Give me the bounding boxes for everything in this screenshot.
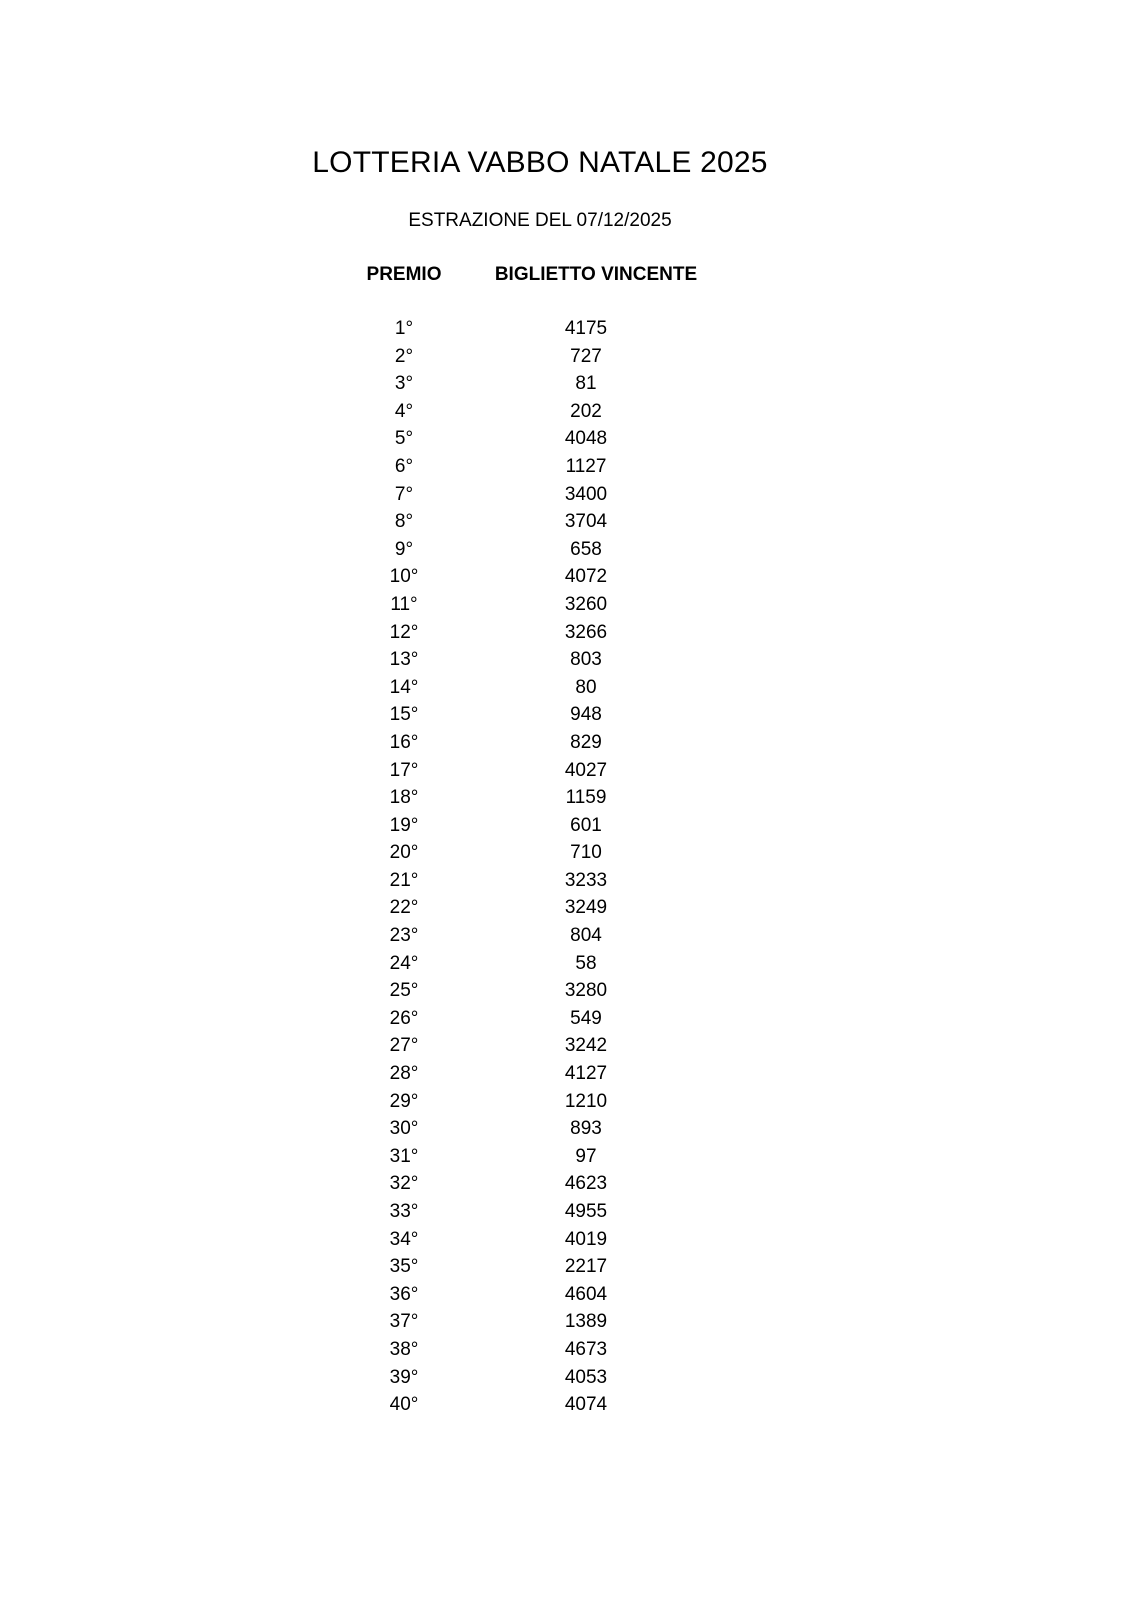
winning-ticket-number: 727 [570,345,602,367]
winning-ticket-number: 803 [570,649,602,671]
prize-rank: 36° [389,1283,419,1305]
table-row [0,401,1131,429]
winning-ticket-number: 1210 [564,1090,608,1112]
document-title: LOTTERIA VABBO NATALE 2025 [312,146,768,179]
table-row [0,677,1131,705]
prize-rank: 29° [389,1090,419,1112]
winning-ticket-number: 80 [575,676,597,698]
prize-rank: 17° [389,759,419,781]
table-row [0,566,1131,594]
winning-ticket-number: 4048 [564,428,608,450]
winning-ticket-number: 4623 [564,1173,608,1195]
winning-ticket-number: 4175 [564,318,608,339]
table-row [0,318,1131,346]
prize-rank: 13° [389,649,419,671]
table-row [0,373,1131,401]
prize-rank: 10° [389,566,419,588]
table-row [0,1284,1131,1312]
winning-ticket-number: 4074 [564,1394,608,1416]
winning-ticket-number: 3704 [564,511,608,533]
winning-ticket-number: 1159 [565,787,607,809]
winning-ticket-number: 4127 [564,1063,608,1085]
table-row [0,870,1131,898]
winning-ticket-number: 1127 [565,455,607,477]
table-row [0,1118,1131,1146]
prize-rank: 33° [389,1201,419,1222]
table-row [0,1367,1131,1395]
table-row [0,1256,1131,1284]
draw-date-subtitle: ESTRAZIONE DEL 07/12/2025 [408,210,672,231]
winning-ticket-number: 658 [570,538,602,560]
prize-rank: 2° [394,345,414,367]
winning-ticket-number: 710 [570,842,602,864]
winning-ticket-number: 3233 [564,869,608,891]
winning-ticket-number: 804 [570,925,602,947]
table-row [0,1173,1131,1201]
table-row [0,842,1131,870]
table-row [0,925,1131,953]
winning-ticket-number: 97 [575,1145,597,1167]
prize-rank: 28° [389,1063,419,1085]
prize-rank: 40° [389,1394,419,1416]
table-row [0,704,1131,732]
table-row [0,732,1131,760]
winning-ticket-number: 58 [575,952,597,974]
prize-rank: 25° [389,980,419,1002]
table-row [0,456,1131,484]
winning-ticket-number: 4673 [564,1338,608,1360]
winning-ticket-number: 3242 [564,1035,608,1057]
winning-ticket-number: 4955 [564,1201,608,1222]
prize-rank: 5° [394,428,414,450]
prize-rank: 1° [394,318,414,339]
prize-rank: 8° [394,511,414,533]
prize-rank: 7° [394,483,414,505]
table-row [0,1008,1131,1036]
prize-rank: 18° [389,787,419,809]
prize-rank: 21° [389,869,419,891]
prize-rank: 27° [389,1035,419,1057]
prize-rank: 32° [389,1173,419,1195]
table-row [0,953,1131,981]
table-row [0,346,1131,374]
table-row [0,760,1131,788]
prize-column-header: PREMIO [366,264,442,285]
table-row [0,594,1131,622]
winning-ticket-number: 3280 [564,980,608,1002]
winning-ticket-number: 3400 [564,483,608,505]
winning-ticket-number: 3260 [564,593,608,615]
table-row [0,1091,1131,1119]
winning-ticket-column-header: BIGLIETTO VINCENTE [494,264,698,285]
winning-ticket-number: 4027 [564,759,608,781]
table-row [0,1339,1131,1367]
table-row [0,980,1131,1008]
table-row [0,649,1131,677]
table-row [0,539,1131,567]
prize-rank: 35° [389,1256,419,1278]
winning-ticket-number: 81 [575,373,597,395]
prize-rank: 20° [389,842,419,864]
prize-rank: 37° [389,1311,419,1333]
prize-rank: 38° [389,1338,419,1360]
winning-ticket-number: 601 [570,814,602,836]
prize-rank: 4° [394,400,414,422]
winning-ticket-number: 3249 [564,897,608,919]
winners-table [0,318,1131,1422]
prize-rank: 31° [389,1145,419,1167]
prize-rank: 3° [394,373,414,395]
winning-ticket-number: 1389 [564,1311,608,1333]
table-row [0,1201,1131,1229]
table-row [0,484,1131,512]
winning-ticket-number: 202 [570,400,602,422]
prize-rank: 6° [394,455,414,477]
table-row [0,1035,1131,1063]
winning-ticket-number: 948 [570,704,602,726]
prize-rank: 39° [389,1366,419,1388]
table-row [0,1394,1131,1422]
table-row [0,1063,1131,1091]
prize-rank: 23° [389,925,419,947]
table-row [0,815,1131,843]
winning-ticket-number: 829 [570,731,602,753]
prize-rank: 11° [390,593,418,615]
prize-rank: 9° [394,538,414,560]
prize-rank: 16° [389,731,419,753]
prize-rank: 19° [389,814,419,836]
table-row [0,1229,1131,1257]
winning-ticket-number: 3266 [564,621,608,643]
prize-rank: 12° [389,621,419,643]
prize-rank: 24° [389,952,419,974]
table-row [0,1311,1131,1339]
prize-rank: 15° [389,704,419,726]
winning-ticket-number: 549 [570,1007,602,1029]
table-row [0,787,1131,815]
table-row [0,897,1131,925]
prize-rank: 26° [389,1007,419,1029]
table-row [0,511,1131,539]
table-row [0,428,1131,456]
winning-ticket-number: 4053 [564,1366,608,1388]
prize-rank: 14° [389,676,419,698]
winning-ticket-number: 4604 [564,1283,608,1305]
prize-rank: 30° [389,1118,419,1140]
winning-ticket-number: 893 [570,1118,602,1140]
table-row [0,1146,1131,1174]
winning-ticket-number: 4072 [564,566,608,588]
winning-ticket-number: 2217 [564,1256,608,1278]
prize-rank: 34° [389,1228,419,1250]
table-row [0,622,1131,650]
prize-rank: 22° [389,897,419,919]
winning-ticket-number: 4019 [564,1228,608,1250]
